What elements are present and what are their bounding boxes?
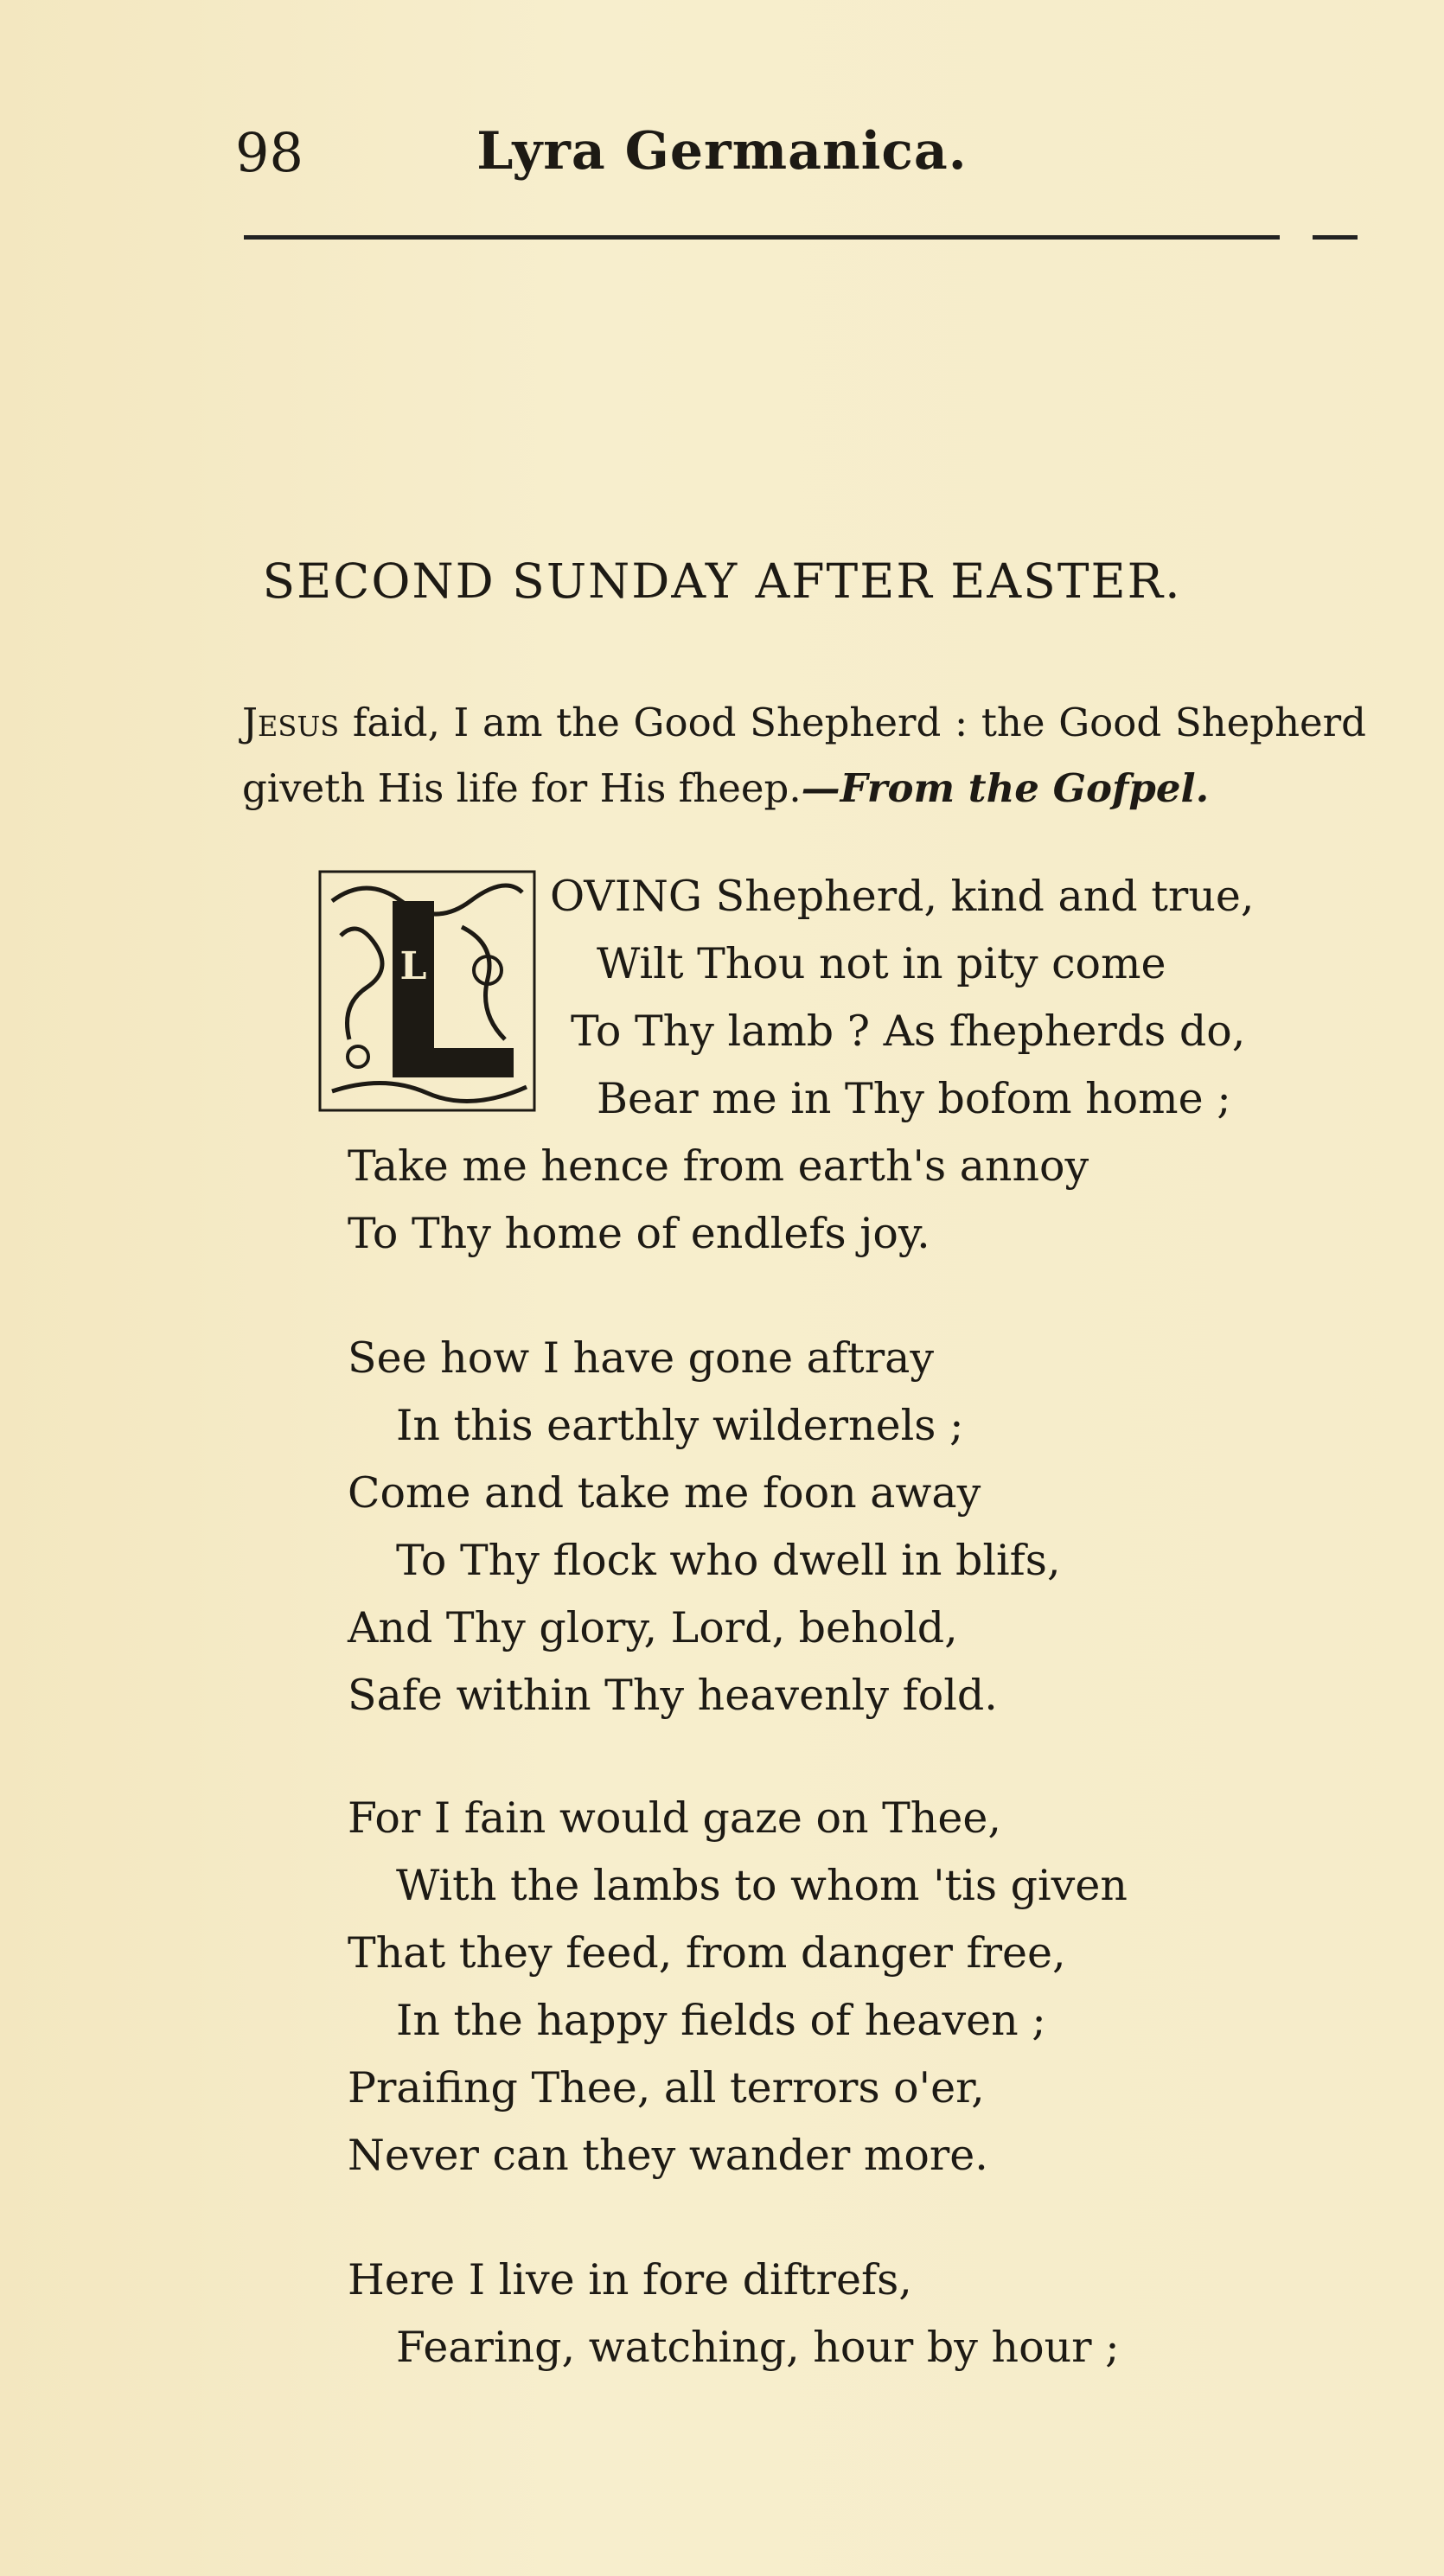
poem-line: Come and take me foon away bbox=[348, 1468, 981, 1518]
page-number: 98 bbox=[235, 121, 303, 184]
ornamental-dropcap-l bbox=[315, 866, 540, 1115]
running-title: Lyra Germanica. bbox=[476, 121, 968, 182]
poem-line: In the happy fields of heaven ; bbox=[396, 1996, 1046, 2045]
poem-line: Praifing Thee, all terrors o'er, bbox=[348, 2063, 985, 2113]
poem-line: Bear me in Thy bofom home ; bbox=[597, 1074, 1231, 1123]
poem-line: For I fain would gaze on Thee, bbox=[348, 1793, 1001, 1843]
poem-line: See how I have gone aftray bbox=[348, 1333, 935, 1383]
poem-line: And Thy glory, Lord, behold, bbox=[348, 1603, 958, 1652]
poem-line: Here I live in fore diftrefs, bbox=[348, 2255, 912, 2304]
poem-line: Safe within Thy heavenly fold. bbox=[348, 1671, 998, 1720]
poem-line: OVING Shepherd, kind and true, bbox=[550, 872, 1255, 921]
poem-line: In this earthly wildernels ; bbox=[396, 1401, 964, 1450]
poem-line: Fearing, watching, hour by hour ; bbox=[396, 2323, 1120, 2372]
poem-line: That they feed, from danger free, bbox=[348, 1928, 1066, 1978]
header-rule-gap bbox=[1280, 232, 1313, 244]
epigraph-lead: Jesus bbox=[242, 700, 340, 745]
section-title: SECOND SUNDAY AFTER EASTER. bbox=[262, 553, 1182, 609]
epigraph-text: faid, I am the Good Shepherd : the Good Shepherd giveth His life for His fheep. bbox=[242, 700, 1366, 811]
epigraph bbox=[242, 690, 1366, 821]
poem-line: With the lambs to whom 'tis given bbox=[396, 1861, 1128, 1910]
poem-line: To Thy lamb ? As fhepherds do, bbox=[571, 1007, 1246, 1056]
dropcap-letter: L bbox=[399, 944, 427, 988]
page-header bbox=[0, 121, 1444, 190]
poem-line: Wilt Thou not in pity come bbox=[597, 939, 1166, 988]
poem-line: To Thy home of endlefs joy. bbox=[348, 1209, 930, 1258]
poem-line: Never can they wander more. bbox=[348, 2131, 988, 2180]
header-rule bbox=[244, 235, 1358, 240]
poem-line: Take me hence from earth's annoy bbox=[348, 1141, 1089, 1191]
epigraph-source: —From the Gofpel. bbox=[801, 765, 1210, 811]
poem-line: To Thy flock who dwell in blifs, bbox=[396, 1536, 1061, 1585]
